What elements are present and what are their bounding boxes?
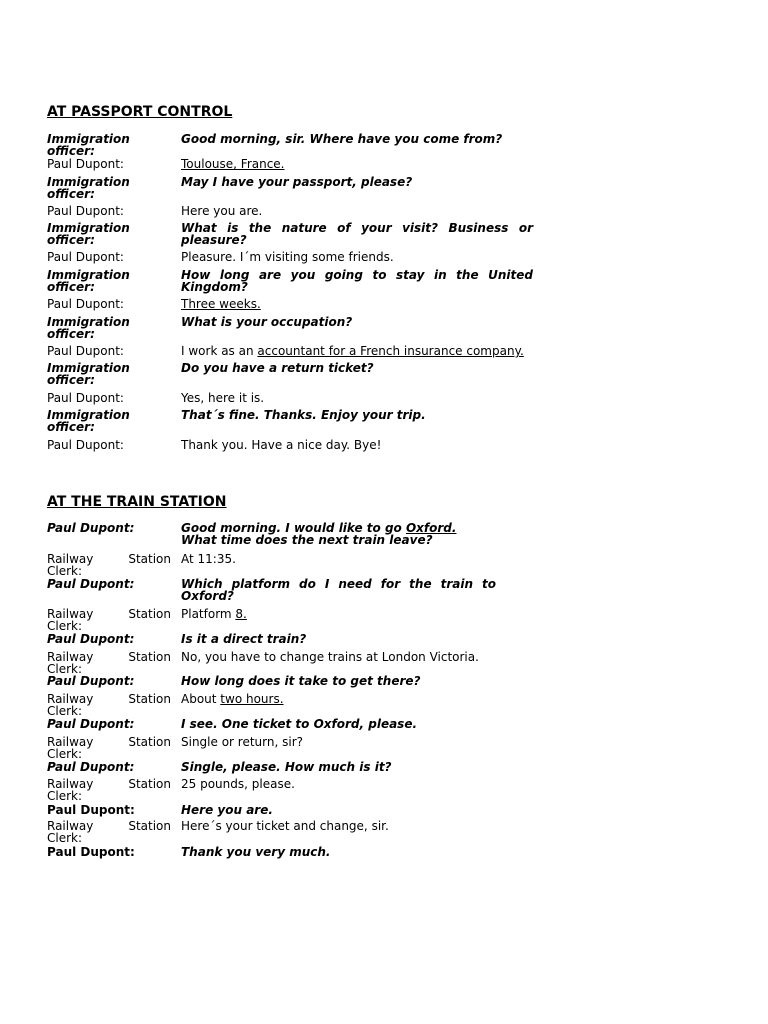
speaker-paul-dupont: Paul Dupont: — [47, 803, 135, 817]
speaker-label-line2: officer: — [47, 280, 95, 294]
speaker-label-line2: Clerk: — [47, 704, 83, 718]
speaker-immigration-officer — [47, 316, 171, 340]
speaker-railway-clerk — [47, 778, 171, 802]
officer-line: Do you have a return ticket? — [181, 361, 374, 375]
passenger-line-part2: Oxford? — [181, 589, 234, 603]
speaker-label-line1: Immigration — [47, 268, 130, 282]
speaker-railway-clerk — [47, 693, 171, 717]
speaker-paul-dupont: Paul Dupont: — [47, 845, 135, 859]
speaker-label-line1: Railway Station — [47, 607, 171, 621]
speaker-immigration-officer — [47, 409, 171, 433]
speaker-paul-dupont: Paul Dupont: — [47, 204, 124, 218]
speaker-paul-dupont: Paul Dupont: — [47, 391, 124, 405]
officer-line-part1: What is the nature of your visit? Business or — [181, 221, 533, 235]
speaker-immigration-officer — [47, 362, 171, 386]
speaker-immigration-officer — [47, 133, 171, 157]
officer-line — [181, 222, 533, 246]
speaker-label-line2: Clerk: — [47, 564, 83, 578]
passenger-line: How long does it take to get there? — [181, 674, 421, 688]
passenger-line: Is it a direct train? — [181, 632, 307, 646]
speaker-label-line2: officer: — [47, 187, 95, 201]
speaker-paul-dupont: Paul Dupont: — [47, 717, 135, 731]
speaker-paul-dupont: Paul Dupont: — [47, 157, 124, 171]
passenger-line — [181, 158, 533, 170]
answer-text: Platform — [181, 607, 236, 621]
speaker-label-line1: Railway Station — [47, 552, 171, 566]
speaker-label-line1: Immigration — [47, 132, 130, 146]
speaker-paul-dupont: Paul Dupont: — [47, 674, 135, 688]
speaker-label-line2: Clerk: — [47, 662, 83, 676]
answer-text: About — [181, 692, 221, 706]
speaker-label-line2: Clerk: — [47, 789, 83, 803]
officer-line-part1: How long are you going to stay in the United — [181, 268, 533, 282]
underlined-word: Oxford. — [405, 521, 457, 535]
speaker-paul-dupont: Paul Dupont: — [47, 760, 135, 774]
speaker-label-line2: Clerk: — [47, 831, 83, 845]
speaker-railway-clerk — [47, 736, 171, 760]
speaker-paul-dupont: Paul Dupont: — [47, 250, 124, 264]
speaker-label-line1: Railway Station — [47, 735, 171, 749]
speaker-label-line1: Immigration — [47, 221, 130, 235]
underlined-answer: Three weeks. — [181, 297, 261, 311]
passenger-line — [181, 345, 533, 357]
officer-line-part2: Kingdom? — [181, 280, 248, 294]
clerk-line — [181, 693, 533, 705]
passenger-line — [181, 578, 496, 602]
section-heading-train: AT THE TRAIN STATION — [47, 494, 227, 510]
clerk-line: Single or return, sir? — [181, 735, 304, 749]
speaker-immigration-officer — [47, 222, 171, 246]
answer-text: I work as an — [181, 344, 258, 358]
speaker-paul-dupont: Paul Dupont: — [47, 632, 135, 646]
passenger-line — [181, 298, 533, 310]
clerk-line: Here´s your ticket and change, sir. — [181, 819, 389, 833]
speaker-railway-clerk — [47, 553, 171, 577]
speaker-label-line2: officer: — [47, 233, 95, 247]
speaker-label-line1: Immigration — [47, 315, 130, 329]
clerk-line — [181, 608, 533, 620]
passenger-line: Yes, here it is. — [181, 391, 265, 405]
speaker-label-line1: Immigration — [47, 361, 130, 375]
clerk-line: At 11:35. — [181, 552, 236, 566]
officer-line: Good morning, sir. Where have you come from? — [181, 132, 503, 146]
speaker-label-line2: officer: — [47, 144, 95, 158]
section-heading-passport: AT PASSPORT CONTROL — [47, 104, 233, 120]
speaker-railway-clerk — [47, 651, 171, 675]
speaker-paul-dupont: Paul Dupont: — [47, 344, 124, 358]
speaker-label-line1: Railway Station — [47, 692, 171, 706]
passenger-line: Single, please. How much is it? — [181, 760, 392, 774]
passenger-line-part1: Which platform do I need for the train to — [181, 577, 496, 591]
speaker-label-line1: Railway Station — [47, 650, 171, 664]
passenger-line: Here you are. — [181, 204, 263, 218]
clerk-line: No, you have to change trains at London Victoria. — [181, 650, 479, 664]
speaker-paul-dupont: Paul Dupont: — [47, 297, 124, 311]
passenger-line: Thank you. Have a nice day. Bye! — [181, 438, 382, 452]
speaker-railway-clerk — [47, 820, 171, 844]
passenger-line: Here you are. — [181, 803, 273, 817]
underlined-word: 8. — [235, 607, 247, 621]
speaker-paul-dupont: Paul Dupont: — [47, 577, 135, 591]
passenger-line-part1: Good morning. I would like to go — [181, 521, 406, 535]
passenger-line: Thank you very much. — [181, 845, 331, 859]
speaker-label-line1: Immigration — [47, 175, 130, 189]
passenger-line: Pleasure. I´m visiting some friends. — [181, 250, 394, 264]
speaker-label-line2: officer: — [47, 327, 95, 341]
officer-line: What is your occupation? — [181, 315, 353, 329]
passenger-line: I see. One ticket to Oxford, please. — [181, 717, 418, 731]
passenger-line — [181, 522, 533, 546]
speaker-label-line2: Clerk: — [47, 619, 83, 633]
officer-line-part2: pleasure? — [181, 233, 247, 247]
officer-line — [181, 269, 533, 293]
speaker-label-line1: Immigration — [47, 408, 130, 422]
speaker-paul-dupont: Paul Dupont: — [47, 438, 124, 452]
speaker-immigration-officer — [47, 269, 171, 293]
speaker-railway-clerk — [47, 608, 171, 632]
underlined-answer: Toulouse, France. — [181, 157, 285, 171]
officer-line: That´s fine. Thanks. Enjoy your trip. — [181, 408, 426, 422]
speaker-label-line2: officer: — [47, 420, 95, 434]
speaker-label-line2: Clerk: — [47, 747, 83, 761]
passenger-line-part2: What time does the next train leave? — [181, 533, 433, 547]
speaker-label-line2: officer: — [47, 373, 95, 387]
underlined-answer: accountant for a French insurance company. — [257, 344, 524, 358]
speaker-immigration-officer — [47, 176, 171, 200]
underlined-word: two hours. — [220, 692, 284, 706]
clerk-line: 25 pounds, please. — [181, 777, 295, 791]
speaker-label-line1: Railway Station — [47, 819, 171, 833]
officer-line: May I have your passport, please? — [181, 175, 413, 189]
speaker-paul-dupont: Paul Dupont: — [47, 521, 135, 535]
speaker-label-line1: Railway Station — [47, 777, 171, 791]
